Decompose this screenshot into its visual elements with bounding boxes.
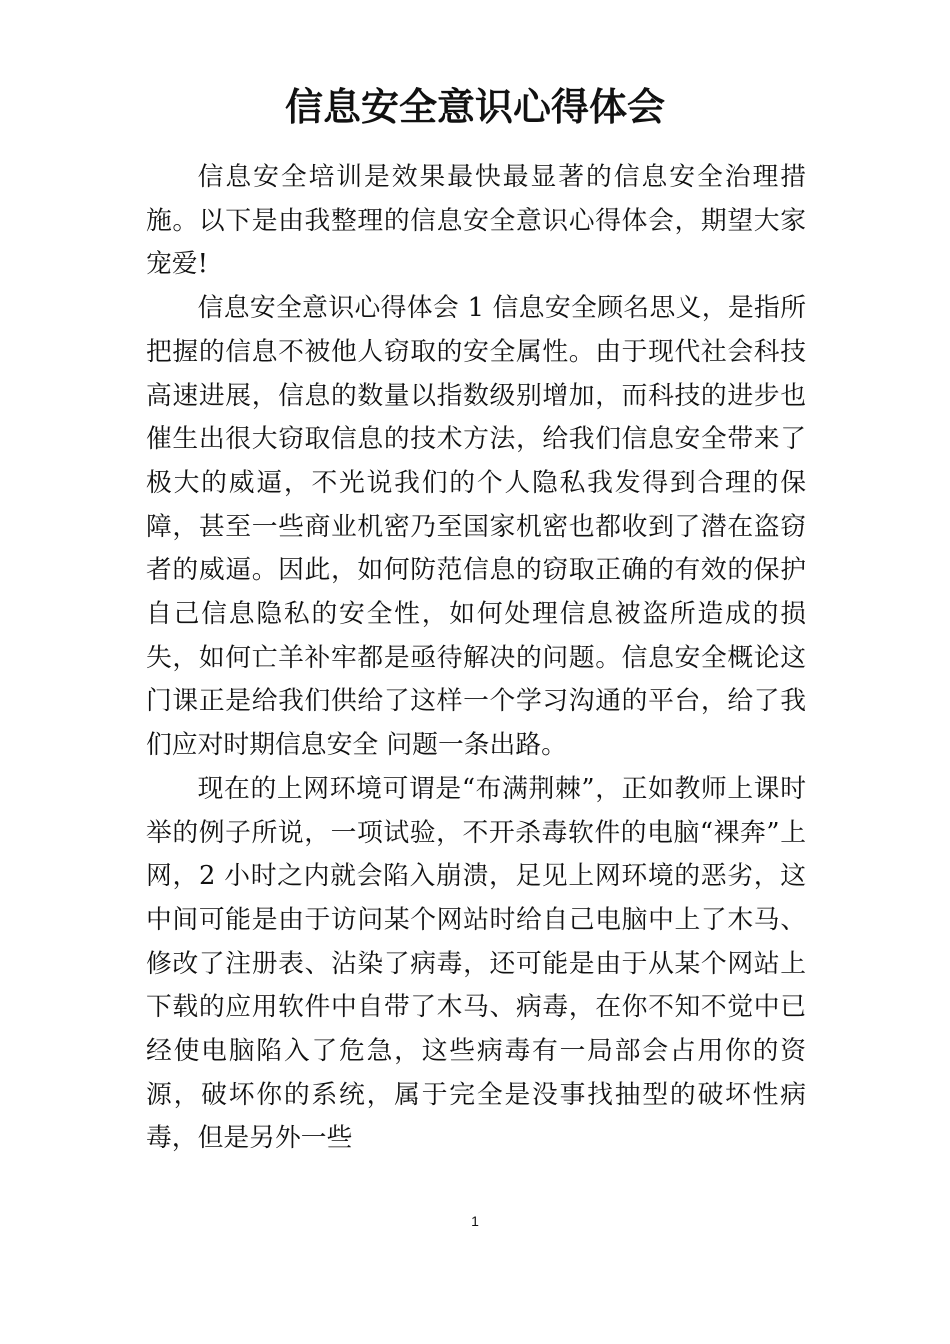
paragraph-intro: 信息安全培训是效果最快最显著的信息安全治理措施。以下是由我整理的信息安全意识心得体会，期望大家宠爱! (146, 162, 806, 280)
page-number: 1 (471, 1213, 479, 1229)
paragraph-experience-1: 信息安全意识心得体会 1 信息安全顾名思义，是指所把握的信息不被他人窃取的安全属性。由于现代社会科技高速进展，信息的数量以指数级别增加，而科技的进步也催生出很大窃取信息的技术方法，给我们信息安全带来了极大的威逼，不光说我们的个人隐私我发得到合理的保障，甚至一些商业机密乃至国家机密也都收到了潜在盗窃者的威逼。因此，如何防范信息的窃取正确的有效的保护自己信息隐私的安全性，如何处理信息被盗所造成的损失，如何亡羊补牢都是亟待解决的问题。信息安全概论这门课正是给我们供给了这样一个学习沟通的平台，给了我们应对时期信息安全 问题一条出路。 (146, 293, 806, 761)
paragraph-network-environment: 现在的上网环境可谓是“布满荆棘”，正如教师上课时举的例子所说，一项试验，不开杀毒软件的电脑“裸奔”上网，2 小时之内就会陷入崩溃，足见上网环境的恶劣，这中间可能是由于访问某个网站时给自己电脑中上了木马、修改了注册表、沾染了病毒，还可能是由于从某个网站上下载的应用软件中自带了木马、病毒，在你不知不觉中已经使电脑陷入了危急，这些病毒有一局部会占用你的资源，破坏你的系统，属于完全是没事找抽型的破坏性病毒，但是另外一些 (146, 773, 806, 1154)
document-body (146, 156, 806, 1161)
page-title: 信息安全意识心得体会 (284, 85, 665, 129)
